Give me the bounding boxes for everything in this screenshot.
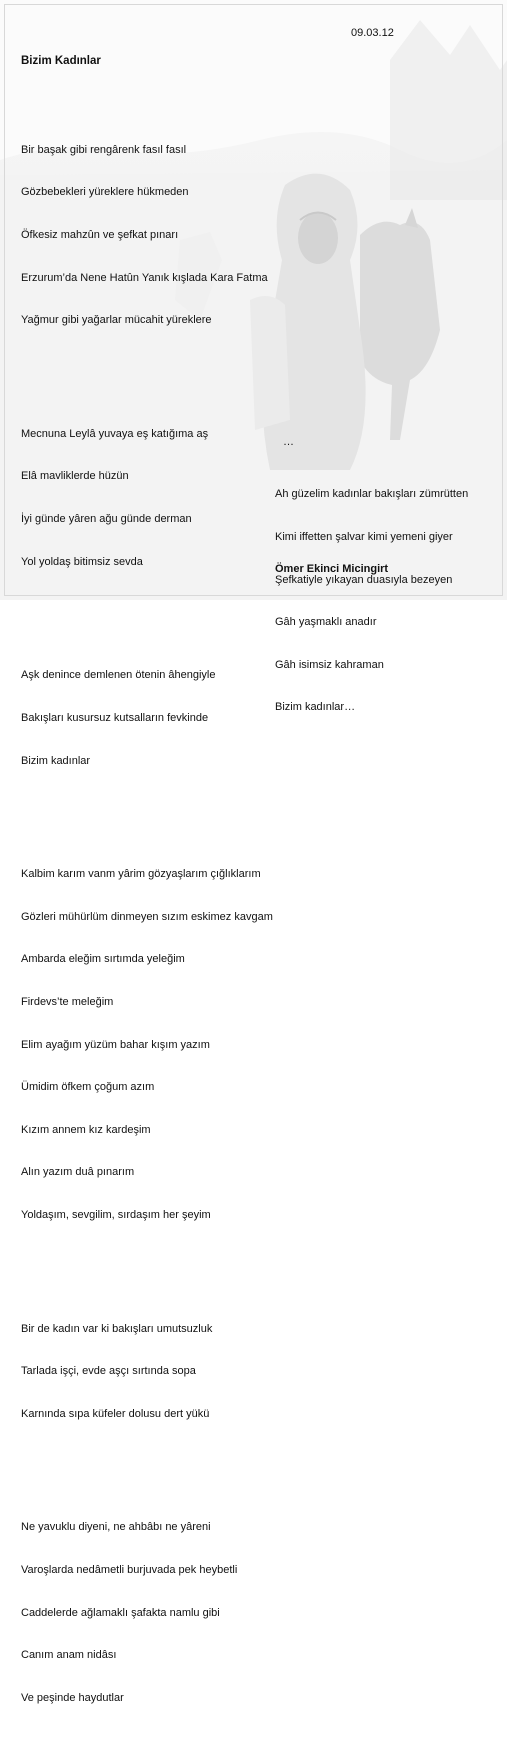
poem-title: Bizim Kadınlar	[21, 55, 101, 67]
verse-line: Bakışları kusursuz kutsalların fevkinde	[21, 711, 209, 724]
verse-line: Bizim kadınlar…	[275, 701, 356, 714]
verse-line: Elâ mavliklerde hüzün	[21, 470, 129, 483]
verse-line: Bir de kadın var ki bakışları umutsuzluk	[21, 1322, 213, 1335]
verse-line: Bizim kadınlar	[21, 754, 91, 767]
verse-line: Ümidim öfkem çoğum azım	[21, 1081, 155, 1094]
poem-date: 09.03.12	[351, 27, 394, 39]
stanza-6	[21, 1492, 273, 1733]
stanza-1	[21, 114, 273, 355]
verse-line: Ambarda eleğim sırtımda yeleğim	[21, 953, 185, 966]
verse-line: Yol yoldaş bitimsiz sevda	[21, 555, 143, 568]
stanza-4	[21, 839, 273, 1251]
verse-line: Gâh isimsiz kahraman	[275, 658, 384, 671]
section-ellipsis: …	[283, 436, 295, 448]
verse-line: Caddelerde ağlamaklı şafakta namlu gibi	[21, 1606, 220, 1619]
verse-line: Öfkesiz mahzûn ve şefkat pınarı	[21, 229, 179, 242]
verse-line: Gözleri mühürlüm dinmeyen sızım eskimez kavgam	[21, 910, 273, 923]
verse-line: Alın yazım duâ pınarım	[21, 1166, 135, 1179]
verse-line: Aşk denince demlenen ötenin âhengiyle	[21, 669, 216, 682]
verse-line: Elim ayağım yüzüm bahar kışım yazım	[21, 1038, 210, 1051]
verse-line: Karnında sıpa küfeler dolusu dert yükü	[21, 1407, 210, 1420]
verse-line: Varoşlarda nedâmetli burjuvada pek heybetli	[21, 1564, 238, 1577]
verse-line: Gözbebekleri yüreklere hükmeden	[21, 186, 189, 199]
verse-line: Kimi iffetten şalvar kimi yemeni giyer	[275, 531, 453, 544]
poem-right-column	[275, 459, 468, 729]
verse-line: Yağmur gibi yağarlar mücahit yüreklere	[21, 314, 212, 327]
verse-line: Ve peşinde haydutlar	[21, 1691, 124, 1704]
verse-line: Kalbim karım vanm yârim gözyaşlarım çığlıklarım	[21, 868, 261, 881]
verse-line: Tarlada işçi, evde aşçı sırtında sopa	[21, 1365, 196, 1378]
verse-line: Canım anam nidâsı	[21, 1649, 117, 1662]
verse-line: Yoldaşım, sevgilim, sırdaşım her şeyim	[21, 1209, 211, 1221]
verse-line: Erzurum’da Nene Hatûn Yanık kışlada Kara Fatma	[21, 271, 268, 284]
poem-left-column	[21, 86, 273, 1762]
verse-line: Ne yavuklu diyeni, ne ahbâbı ne yâreni	[21, 1521, 211, 1534]
verse-line: Kızım annem kız kardeşim	[21, 1123, 151, 1136]
verse-line: Şefkatiyle yıkayan duasıyla bezeyen	[275, 573, 453, 586]
stanza-3	[21, 640, 273, 796]
verse-line: Gâh yaşmaklı anadır	[275, 616, 377, 629]
verse-line: Ah güzelim kadınlar bakışları zümrütten	[275, 488, 469, 501]
verse-line: İyi günde yâren ağu günde derman	[21, 513, 192, 526]
verse-line: Mecnuna Leylâ yuvaya eş katığıma aş	[21, 427, 209, 440]
verse-line: Firdevs’te meleğim	[21, 995, 114, 1008]
author-signature: Ömer Ekinci Micingirt	[275, 563, 389, 575]
verse-line: Bir başak gibi rengârenk fasıl fasıl	[21, 143, 187, 156]
stanza-5	[21, 1293, 273, 1449]
stanza-2	[21, 398, 273, 597]
